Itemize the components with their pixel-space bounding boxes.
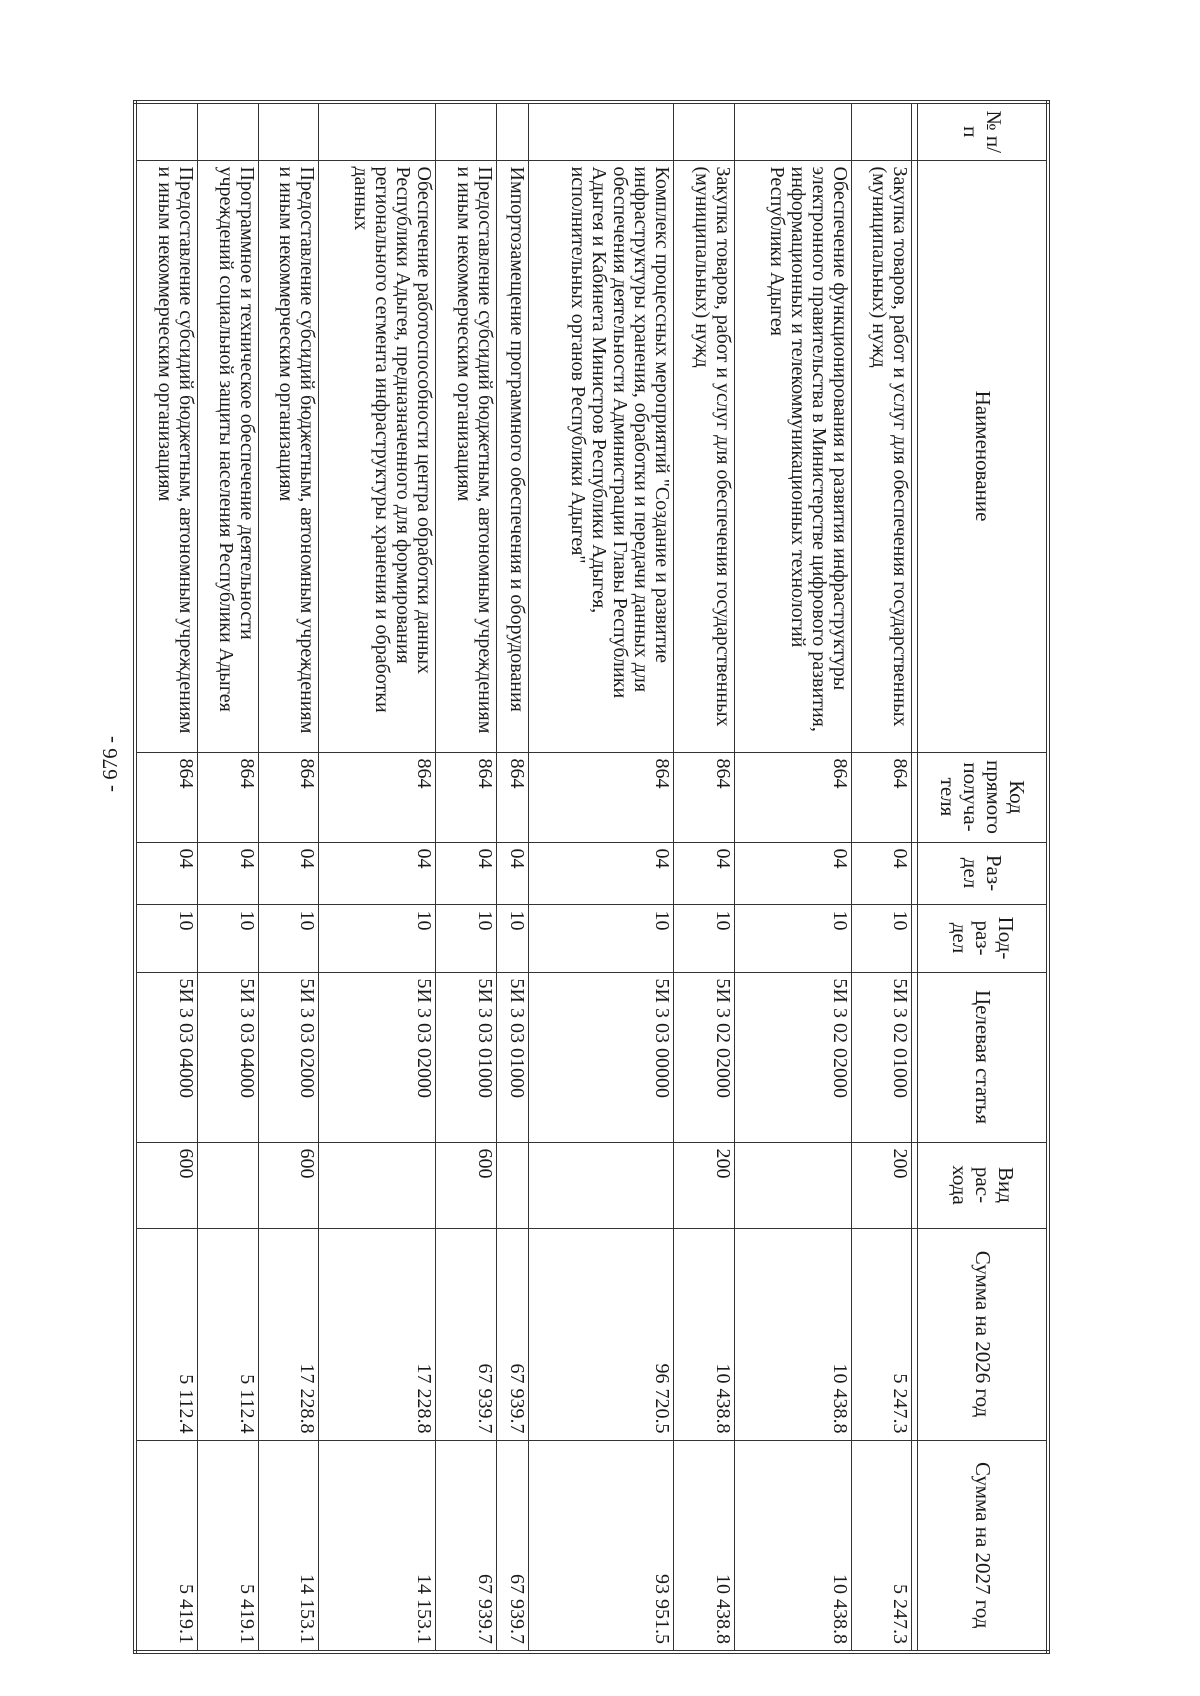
cell-name: Программное и техническое обеспечение деятельности учреждений социальной защиты населения Республики Адыгея bbox=[198, 160, 259, 752]
cell-recipient: 864 bbox=[198, 752, 259, 842]
cell-sum-2027: 14 153.1 bbox=[258, 1440, 319, 1652]
cell-subsection: 10 bbox=[436, 904, 497, 972]
cell-target: 5И 3 03 04000 bbox=[135, 972, 198, 1142]
table-row bbox=[496, 102, 528, 1652]
header-target-article: Целевая статья bbox=[918, 972, 1048, 1142]
table-row bbox=[674, 102, 735, 1652]
table-row bbox=[734, 102, 851, 1652]
cell-sum-2026: 5 112.4 bbox=[198, 1228, 259, 1440]
cell-section: 04 bbox=[851, 842, 912, 904]
cell-sum-2026: 5 247.3 bbox=[851, 1228, 912, 1440]
cell-num bbox=[851, 102, 912, 160]
cell-subsection: 10 bbox=[851, 904, 912, 972]
cell-sum-2027: 5 247.3 bbox=[851, 1440, 912, 1652]
cell-sum-2026: 17 228.8 bbox=[258, 1228, 319, 1440]
cell-section: 04 bbox=[258, 842, 319, 904]
table-row bbox=[319, 102, 436, 1652]
cell-sum-2027: 5 419.1 bbox=[135, 1440, 198, 1652]
cell-num bbox=[135, 102, 198, 160]
cell-section: 04 bbox=[734, 842, 851, 904]
cell-section: 04 bbox=[198, 842, 259, 904]
cell-expense-type bbox=[734, 1142, 851, 1228]
cell-target: 5И 3 03 01000 bbox=[496, 972, 528, 1142]
cell-target: 5И 3 02 02000 bbox=[674, 972, 735, 1142]
spacer-row bbox=[912, 102, 918, 1652]
table-row bbox=[529, 102, 674, 1652]
cell-num bbox=[319, 102, 436, 160]
cell-recipient: 864 bbox=[674, 752, 735, 842]
cell-section: 04 bbox=[529, 842, 674, 904]
cell-subsection: 10 bbox=[529, 904, 674, 972]
cell-recipient: 864 bbox=[851, 752, 912, 842]
cell-name: Обеспечение функционирования и развития инфраструктуры электронного правительства в Министерстве цифрового развития, информационных и телекоммуникационных технологий Республики Адыгея bbox=[734, 160, 851, 752]
cell-num bbox=[496, 102, 528, 160]
cell-target: 5И 3 03 04000 bbox=[198, 972, 259, 1142]
cell-expense-type bbox=[496, 1142, 528, 1228]
cell-sum-2026: 67 939.7 bbox=[436, 1228, 497, 1440]
cell-target: 5И 3 03 02000 bbox=[319, 972, 436, 1142]
cell-recipient: 864 bbox=[135, 752, 198, 842]
header-sum-2027: Сумма на 2027 год bbox=[918, 1440, 1048, 1652]
cell-name: Предоставление субсидий бюджетным, автономным учреждениям и иным некоммерческим организациям bbox=[436, 160, 497, 752]
table-row bbox=[851, 102, 912, 1652]
cell-target: 5И 3 02 01000 bbox=[851, 972, 912, 1142]
cell-expense-type: 600 bbox=[258, 1142, 319, 1228]
cell-expense-type: 600 bbox=[436, 1142, 497, 1228]
cell-expense-type bbox=[319, 1142, 436, 1228]
cell-expense-type: 600 bbox=[135, 1142, 198, 1228]
cell-name: Комплекс процессных мероприятий "Создание и развитие инфраструктуры хранения, обработки и передачи данных для обеспечения деятельности Администрации Главы Республики Адыгея и Кабинета Министров Республики Адыгея, исполнительных органов Республики Адыгея" bbox=[529, 160, 674, 752]
cell-section: 04 bbox=[496, 842, 528, 904]
table-row bbox=[198, 102, 259, 1652]
table-row bbox=[258, 102, 319, 1652]
header-expense-type: Вид рас- хода bbox=[918, 1142, 1048, 1228]
header-num: № п/п bbox=[918, 102, 1048, 160]
cell-sum-2027: 5 419.1 bbox=[198, 1440, 259, 1652]
cell-section: 04 bbox=[436, 842, 497, 904]
cell-sum-2026: 10 438.8 bbox=[734, 1228, 851, 1440]
cell-recipient: 864 bbox=[319, 752, 436, 842]
table-row bbox=[436, 102, 497, 1652]
cell-recipient: 864 bbox=[436, 752, 497, 842]
cell-section: 04 bbox=[674, 842, 735, 904]
cell-name: Обеспечение работоспособности центра обработки данных Республики Адыгея, предназначенного для формирования регионального сегмента инфраструктуры хранения и обработки данных bbox=[319, 160, 436, 752]
cell-num bbox=[258, 102, 319, 160]
table-header-row bbox=[918, 102, 1048, 1652]
header-recipient-code: Код прямого получа- теля bbox=[918, 752, 1048, 842]
cell-sum-2027: 10 438.8 bbox=[674, 1440, 735, 1652]
cell-target: 5И 3 02 02000 bbox=[734, 972, 851, 1142]
header-sum-2026: Сумма на 2026 год bbox=[918, 1228, 1048, 1440]
cell-num bbox=[198, 102, 259, 160]
cell-subsection: 10 bbox=[258, 904, 319, 972]
cell-recipient: 864 bbox=[734, 752, 851, 842]
cell-sum-2026: 67 939.7 bbox=[496, 1228, 528, 1440]
cell-sum-2026: 5 112.4 bbox=[135, 1228, 198, 1440]
cell-num bbox=[529, 102, 674, 160]
header-section: Раз- дел bbox=[918, 842, 1048, 904]
cell-name: Закупка товаров, работ и услуг для обеспечения государственных (муниципальных) нужд bbox=[674, 160, 735, 752]
cell-name: Закупка товаров, работ и услуг для обеспечения государственных (муниципальных) нужд bbox=[851, 160, 912, 752]
cell-sum-2027: 67 939.7 bbox=[496, 1440, 528, 1652]
cell-section: 04 bbox=[135, 842, 198, 904]
cell-subsection: 10 bbox=[496, 904, 528, 972]
cell-sum-2026: 10 438.8 bbox=[674, 1228, 735, 1440]
cell-name: Импортозамещение программного обеспечения и оборудования bbox=[496, 160, 528, 752]
cell-sum-2027: 67 939.7 bbox=[436, 1440, 497, 1652]
cell-target: 5И 3 03 02000 bbox=[258, 972, 319, 1142]
cell-recipient: 864 bbox=[529, 752, 674, 842]
budget-table-sheet bbox=[133, 100, 1050, 1650]
cell-subsection: 10 bbox=[674, 904, 735, 972]
cell-section: 04 bbox=[319, 842, 436, 904]
cell-subsection: 10 bbox=[198, 904, 259, 972]
table-row bbox=[135, 102, 198, 1652]
cell-recipient: 864 bbox=[496, 752, 528, 842]
cell-sum-2027: 93 951.5 bbox=[529, 1440, 674, 1652]
cell-expense-type bbox=[529, 1142, 674, 1228]
header-subsection: Под- раз- дел bbox=[918, 904, 1048, 972]
cell-name: Предоставление субсидий бюджетным, автономным учреждениям и иным некоммерческим организациям bbox=[258, 160, 319, 752]
cell-expense-type: 200 bbox=[851, 1142, 912, 1228]
cell-num bbox=[734, 102, 851, 160]
budget-table bbox=[133, 100, 1050, 1654]
cell-expense-type bbox=[198, 1142, 259, 1228]
cell-subsection: 10 bbox=[135, 904, 198, 972]
cell-expense-type: 200 bbox=[674, 1142, 735, 1228]
cell-recipient: 864 bbox=[258, 752, 319, 842]
cell-target: 5И 3 03 00000 bbox=[529, 972, 674, 1142]
cell-num bbox=[436, 102, 497, 160]
cell-subsection: 10 bbox=[319, 904, 436, 972]
header-name: Наименование bbox=[918, 160, 1048, 752]
cell-sum-2027: 10 438.8 bbox=[734, 1440, 851, 1652]
cell-num bbox=[674, 102, 735, 160]
page-number: - 676 - bbox=[98, 736, 122, 792]
cell-sum-2026: 17 228.8 bbox=[319, 1228, 436, 1440]
cell-target: 5И 3 03 01000 bbox=[436, 972, 497, 1142]
cell-subsection: 10 bbox=[734, 904, 851, 972]
cell-sum-2027: 14 153.1 bbox=[319, 1440, 436, 1652]
cell-sum-2026: 96 720.5 bbox=[529, 1228, 674, 1440]
cell-name: Предоставление субсидий бюджетным, автономным учреждениям и иным некоммерческим организациям bbox=[135, 160, 198, 752]
